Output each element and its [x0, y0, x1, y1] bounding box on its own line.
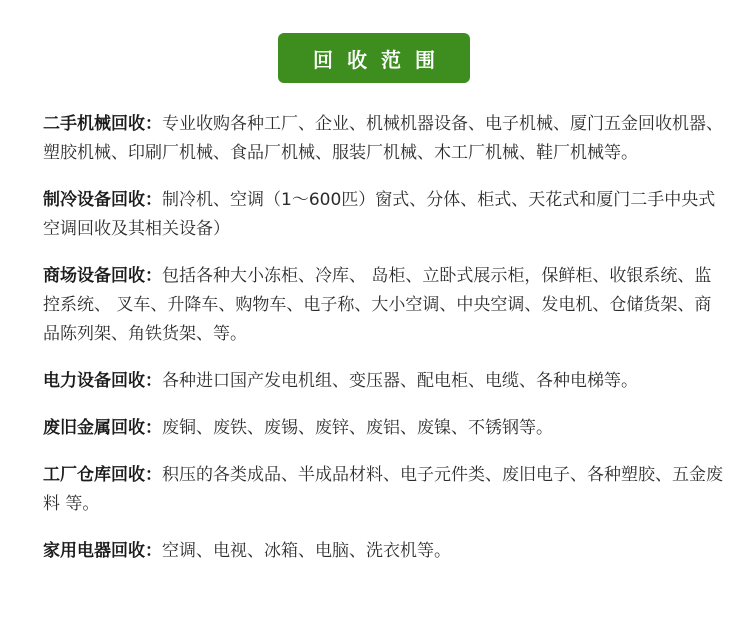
section-title-badge	[278, 33, 470, 83]
item-label: 制冷设备回收：	[43, 190, 162, 210]
list-item-scrap-metal	[43, 414, 723, 443]
recycling-scope-list	[43, 110, 723, 584]
item-text: 包括各种大小冻柜、冷库、 岛柜、立卧式展示柜，保鲜柜、收银系统、监控系统、 叉车、升降车、购物车、电子称、大小空调、中央空调、发电机、仓储货架、商品陈列架、角铁货架、等。	[43, 266, 712, 344]
item-text: 空调、电视、冰箱、电脑、洗衣机等。	[162, 541, 451, 561]
item-label: 电力设备回收：	[43, 371, 162, 391]
list-item-used-machinery	[43, 110, 723, 168]
item-label: 废旧金属回收：	[43, 418, 162, 438]
list-item-home-appliances	[43, 537, 723, 566]
item-label: 家用电器回收：	[43, 541, 162, 561]
list-item-factory-warehouse	[43, 461, 723, 519]
item-label: 二手机械回收：	[43, 114, 162, 134]
section-title: 回收范围	[313, 47, 449, 72]
list-item-power-equipment	[43, 367, 723, 396]
item-text: 制冷机、空调（1～600匹）窗式、分体、柜式、天花式和厦门二手中央式空调回收及其相关设备）	[43, 190, 716, 239]
item-label: 工厂仓库回收：	[43, 465, 162, 485]
item-text: 废铜、废铁、废锡、废锌、废铝、废镍、不锈钢等。	[162, 418, 553, 438]
item-label: 商场设备回收：	[43, 266, 162, 286]
list-item-store-equipment	[43, 262, 723, 349]
item-text: 积压的各类成品、半成品材料、电子元件类、废旧电子、各种塑胶、五金废料 等。	[43, 465, 723, 514]
list-item-refrigeration	[43, 186, 723, 244]
item-text: 专业收购各种工厂、企业、机械机器设备、电子机械、厦门五金回收机器、塑胶机械、印刷厂机械、食品厂机械、服装厂机械、木工厂机械、鞋厂机械等。	[43, 114, 723, 163]
item-text: 各种进口国产发电机组、变压器、配电柜、电缆、各种电梯等。	[162, 371, 638, 391]
